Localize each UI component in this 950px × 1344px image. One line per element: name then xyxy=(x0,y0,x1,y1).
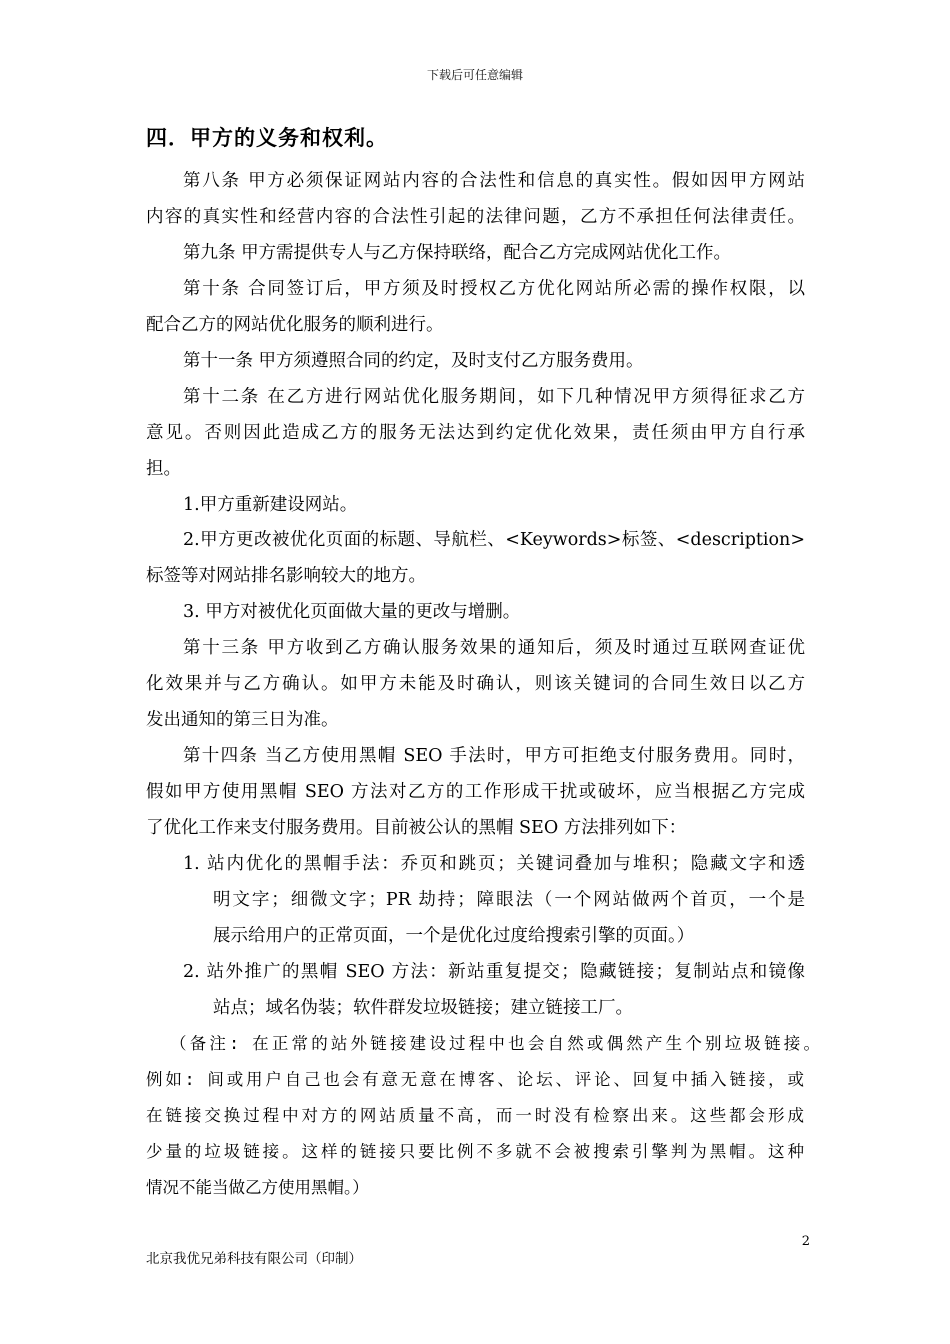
list-item: 2. 站外推广的黑帽 SEO 方法：新站重复提交；隐藏链接；复制站点和镜像 xyxy=(183,962,805,982)
list-item-continuation: 标签等对网站排名影响较大的地方。 xyxy=(146,566,426,586)
section-title: 四．甲方的义务和权利。 xyxy=(146,125,388,150)
paragraph-line: 了优化工作来支付服务费用。目前被公认的黑帽 SEO 方法排列如下： xyxy=(146,818,687,838)
page-header: 下载后可任意编辑 xyxy=(426,68,523,82)
list-item-continuation: 展示给用户的正常页面，一个是优化过度给搜索引擎的页面。） xyxy=(213,926,695,946)
note-line: 例如: 间或用户自己也会有意无意在博客、论坛、评论、回复中插入链接，或 xyxy=(146,1070,804,1089)
paragraph-line: 化效果并与乙方确认。如甲方未能及时确认，则该关键词的合同生效日以乙方 xyxy=(146,674,805,694)
note-line: 情况不能当做乙方使用黑帽。） xyxy=(146,1178,369,1197)
page-footer: 北京我优兄弟科技有限公司（印制） xyxy=(146,1251,362,1267)
note-line: （备注: 在正常的站外链接建设过程中也会自然或偶然产生个别垃圾链接。 xyxy=(170,1034,820,1053)
paragraph-line: 假如甲方使用黑帽 SEO 方法对乙方的工作形成干扰或破坏，应当根据乙方完成 xyxy=(146,782,805,802)
list-item: 2.甲方更改被优化页面的标题、导航栏、<Keywords>标签、<description> xyxy=(183,530,805,550)
paragraph-line: 第九条 甲方需提供专人与乙方保持联络，配合乙方完成网站优化工作。 xyxy=(183,243,732,263)
paragraph-line: 内容的真实性和经营内容的合法性引起的法律问题，乙方不承担任何法律责任。 xyxy=(146,207,805,227)
list-item: 1. 站内优化的黑帽手法：乔页和跳页；关键词叠加与堆积；隐藏文字和透 xyxy=(183,854,805,874)
note-line: 在链接交换过程中对方的网站质量不高，而一时没有检察出来。这些都会形成 xyxy=(146,1106,804,1125)
paragraph-line: 担。 xyxy=(146,459,181,479)
paragraph-line: 发出通知的第三日为准。 xyxy=(146,710,339,730)
page-number: 2 xyxy=(801,1234,810,1249)
list-item: 1.甲方重新建设网站。 xyxy=(183,495,358,515)
list-item-continuation: 明文字；细微文字；PR 劫持；障眼法（一个网站做两个首页，一个是 xyxy=(213,890,805,910)
paragraph-line: 第十一条 甲方须遵照合同的约定，及时支付乙方服务费用。 xyxy=(183,351,644,371)
paragraph-line: 第十条 合同签订后，甲方须及时授权乙方优化网站所必需的操作权限，以 xyxy=(183,279,805,299)
list-item: 3. 甲方对被优化页面做大量的更改与增删。 xyxy=(183,602,521,622)
paragraph-line: 第八条 甲方必须保证网站内容的合法性和信息的真实性。假如因甲方网站 xyxy=(183,171,805,191)
paragraph-line: 第十四条 当乙方使用黑帽 SEO 手法时，甲方可拒绝支付服务费用。同时， xyxy=(183,746,805,766)
paragraph-line: 配合乙方的网站优化服务的顺利进行。 xyxy=(146,315,444,335)
list-item-continuation: 站点；域名伪装；软件群发垃圾链接；建立链接工厂。 xyxy=(213,998,633,1018)
note-line: 少量的垃圾链接。这样的链接只要比例不多就不会被搜索引擎判为黑帽。这种 xyxy=(146,1142,804,1161)
paragraph-line: 意见。否则因此造成乙方的服务无法达到约定优化效果，责任须由甲方自行承 xyxy=(146,423,805,443)
paragraph-line: 第十二条 在乙方进行网站优化服务期间，如下几种情况甲方须得征求乙方 xyxy=(183,387,805,407)
paragraph-line: 第十三条 甲方收到乙方确认服务效果的通知后，须及时通过互联网查证优 xyxy=(183,638,805,658)
